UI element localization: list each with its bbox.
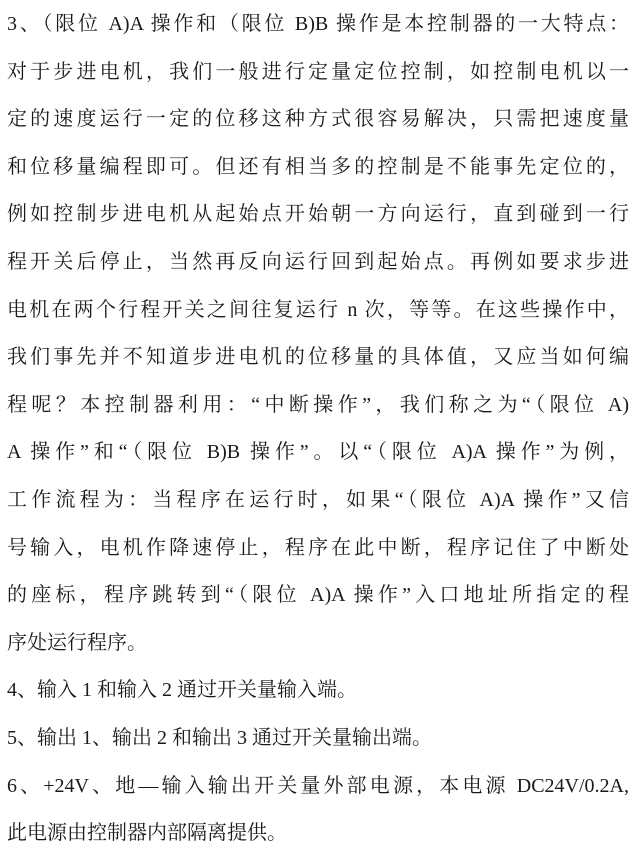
document-line: 3、（限位 A)A 操作和（限位 B)B 操作是本控制器的一大特点：: [7, 13, 629, 35]
document-line: 6、+24V、地—输入输出开关量外部电源，本电源 DC24V/0.2A,: [7, 774, 629, 797]
document-line: 此电源由控制器内部隔离提供。: [7, 822, 287, 845]
document-line: 电机在两个行程开关之间往复运行 n 次，等等。在这些操作中，: [7, 298, 629, 321]
document-line: 的座标，程序跳转到“（限位 A)A 操作”入口地址所指定的程: [7, 584, 629, 607]
document-line: 和位移量编程即可。但还有相当多的控制是不能事先定位的，: [7, 155, 629, 178]
document-line: 序处运行程序。: [7, 631, 147, 654]
document-line: 对于步进电机，我们一般进行定量定位控制，如控制电机以一: [7, 60, 629, 83]
document-line: 程呢？本控制器利用：“中断操作”，我们称之为“（限位 A): [7, 393, 629, 416]
document-line: 例如控制步进电机从起始点开始朝一方向运行，直到碰到一行: [7, 203, 629, 226]
document-line: 工作流程为：当程序在运行时，如果“（限位 A)A 操作”又信: [7, 488, 629, 511]
document-line: 5、输出 1、输出 2 和输出 3 通过开关量输出端。: [7, 726, 432, 749]
document-line: 程开关后停止，当然再反向运行回到起始点。再例如要求步进: [7, 250, 629, 273]
document-line: 号输入，电机作降速停止，程序在此中断，程序记住了中断处: [7, 536, 629, 559]
document-line: 我们事先并不知道步进电机的位移量的具体值，又应当如何编: [7, 346, 629, 369]
document-line: 定的速度运行一定的位移这种方式很容易解决，只需把速度量: [7, 108, 629, 131]
document-line: A 操作”和“（限位 B)B 操作”。以“（限位 A)A 操作”为例，: [7, 441, 629, 464]
document-line: 4、输入 1 和输入 2 通过开关量输入端。: [7, 679, 357, 702]
